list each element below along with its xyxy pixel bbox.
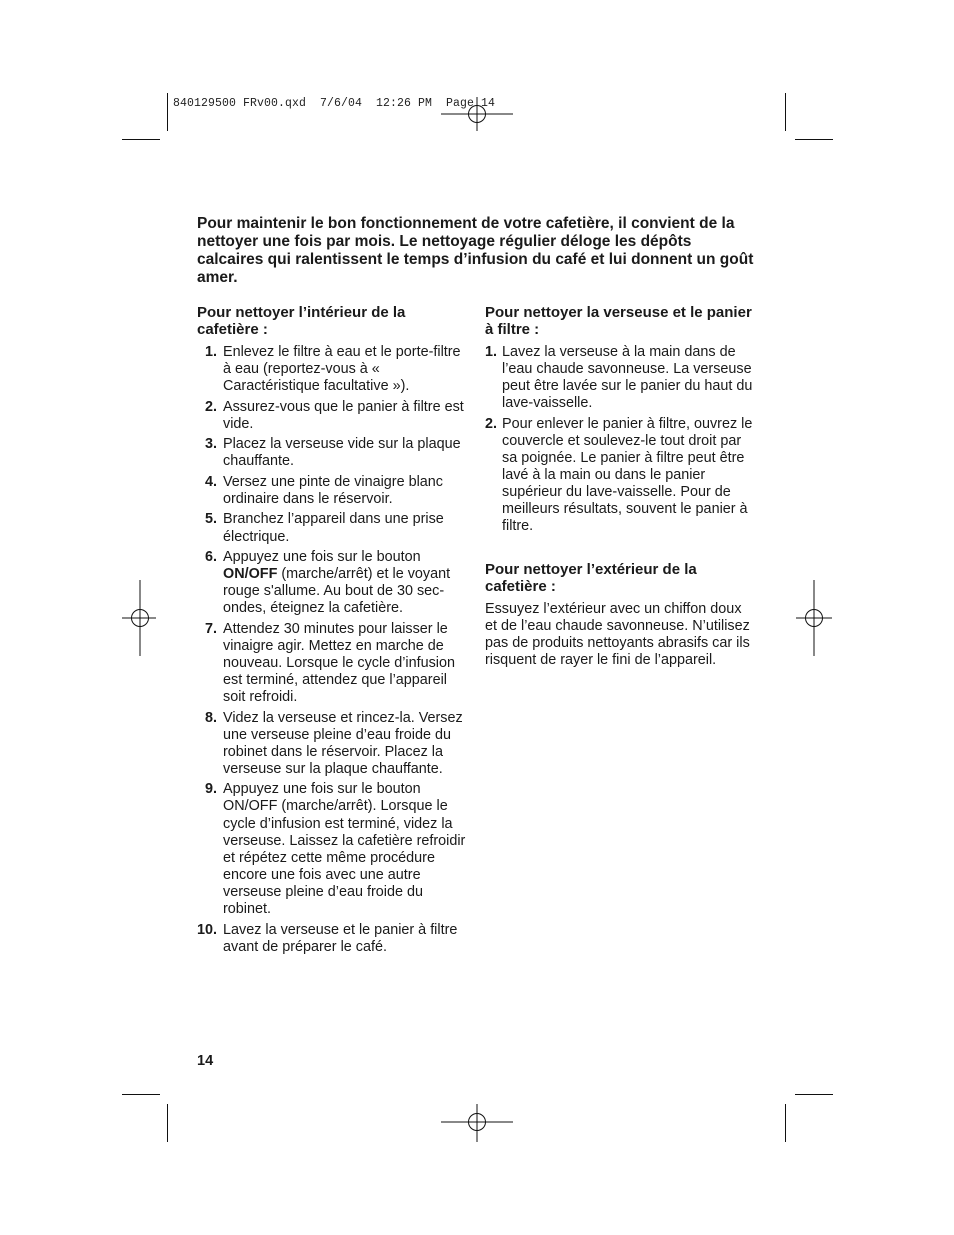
page-number: 14 — [197, 1053, 214, 1069]
crop-mark-top-left-vertical — [167, 93, 168, 131]
intro-paragraph: Pour maintenir le bon fonctionnement de votre cafetière, il convient de la nettoyer une fois par mois. Le nettoyage régulier déloge les dépôts calcaires qui ralentissent le temps d’infusion du café et lui donnent un goût amer. — [197, 215, 754, 286]
list-item: 2. Pour enlever le panier à filtre, ouvrez le couvercle et soulevez-le tout droit par sa poignée. Le panier à filtre peut être lavé à la main ou dans le panier supérieur du lave-vaisselle. Pour de meilleurs résultats, souvent le panier à filtre. — [485, 415, 753, 535]
exterior-cleaning-paragraph: Essuyez l’extérieur avec un chiffon doux et de l’eau chaude savonneuse. N’utilisez pas de produits nettoyants abrasifs car ils risquent de rayer le fini de l’appareil. — [485, 600, 750, 669]
carafe-cleaning-heading: Pour nettoyer la verseuse et le panier à filtre : — [485, 304, 752, 338]
crop-mark-bottom-left-horizontal — [122, 1094, 160, 1095]
list-item: 9. Appuyez une fois sur le bouton ON/OFF (marche/arrêt). Lorsque le cycle d’infusion est terminé, videz la verseuse. Laissez la cafetière refroidir et répétez cette même procédure encore une fois avec une autre verseuse pleine d’eau froide du robinet. — [204, 781, 466, 918]
registration-mark-left-icon — [122, 578, 158, 658]
registration-mark-right-icon — [796, 578, 832, 658]
list-item: 6. Appuyez une fois sur le bouton ON/OFF (marche/arrêt) et le voyant rouge s'allume. Au bout de 30 secondes, éteignez la cafetière. — [204, 548, 451, 617]
crop-mark-top-right-vertical — [785, 93, 786, 131]
list-item: 8. Videz la verseuse et rincez-la. Versez une verseuse pleine d’eau froide du robinet dans le réservoir. Placez la verseuse sur la plaque chauffante. — [204, 709, 463, 777]
crop-mark-top-right-horizontal — [795, 139, 833, 140]
exterior-cleaning-heading: Pour nettoyer l’extérieur de la cafetière : — [485, 560, 697, 595]
registration-mark-bottom-icon — [437, 1104, 517, 1144]
interior-steps-list — [197, 344, 469, 956]
printer-slug: 840129500 FRv00.qxd 7/6/04 12:26 PM Page 14 — [173, 97, 496, 110]
left-column — [197, 304, 469, 959]
list-item: 7. Attendez 30 minutes pour laisser le vinaigre agir. Mettez en marche de nouveau. Lorsque le cycle d’infusion est terminé, attendez que l’appareil soit refroidi. — [204, 620, 455, 706]
section-spacer — [485, 539, 757, 561]
crop-mark-bottom-left-vertical — [167, 1104, 168, 1142]
on-off-keyword: ON/OFF — [223, 566, 278, 583]
list-item: 3. Placez la verseuse vide sur la plaque chauffante. — [204, 436, 461, 470]
registration-mark-top-icon — [437, 97, 517, 133]
list-item: 5. Branchez l’appareil dans une prise électrique. — [204, 511, 444, 545]
crop-mark-bottom-right-horizontal — [795, 1094, 833, 1095]
list-item: 1. Lavez la verseuse à la main dans de l’eau chaude savonneuse. La verseuse peut être lavée sur le panier du haut du lave-vaisselle. — [485, 344, 753, 412]
crop-mark-top-left-horizontal — [122, 139, 160, 140]
carafe-steps-list — [485, 344, 757, 535]
interior-cleaning-heading: Pour nettoyer l’intérieur de la cafetière : — [197, 304, 406, 338]
list-item: 2. Assurez-vous que le panier à filtre est vide. — [204, 398, 464, 432]
list-item: 1. Enlevez le filtre à eau et le porte-filtre à eau (reportez-vous à « Caractéristique facultative »). — [204, 344, 461, 395]
list-item: 10. Lavez la verseuse et le panier à filtre avant de préparer le café. — [197, 921, 458, 955]
crop-mark-bottom-right-vertical — [785, 1104, 786, 1142]
list-item: 4. Versez une pinte de vinaigre blanc ordinaire dans le réservoir. — [204, 473, 444, 507]
right-column — [485, 304, 757, 669]
